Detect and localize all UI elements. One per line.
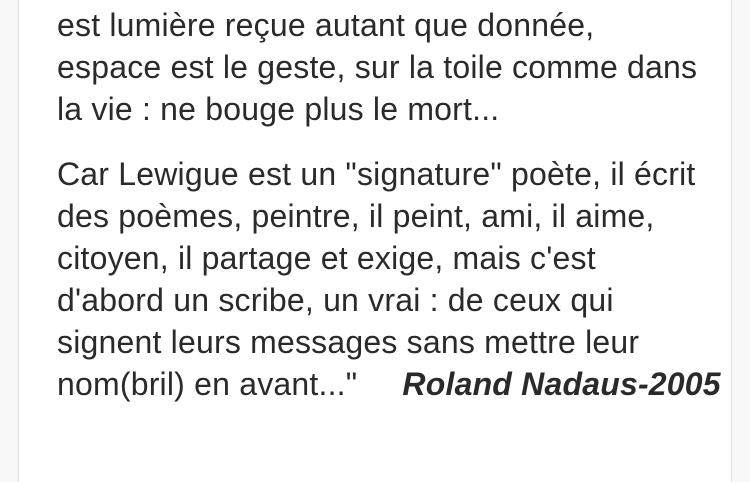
text-line: Car Lewigue est un "signature" poète, il écrit	[57, 156, 696, 192]
text-line: est lumière reçue autant que donnée,	[57, 7, 595, 43]
right-page-gutter	[731, 0, 750, 482]
left-page-gutter	[0, 0, 19, 482]
text-line: d'abord un scribe, un vrai : de ceux qui	[57, 282, 614, 318]
text-line: espace est le geste, sur la toile comme dans	[57, 49, 698, 85]
paragraph-1	[57, 4, 731, 130]
article-text-column	[19, 0, 731, 482]
text-line: la vie : ne bouge plus le mort...	[57, 91, 500, 127]
text-line: des poèmes, peintre, il peint, ami, il aime,	[57, 198, 655, 234]
text-line: nom(bril) en avant..."	[57, 366, 358, 402]
paragraph-2	[57, 153, 731, 405]
attribution-author: Roland Nadaus-2005	[402, 366, 721, 402]
text-line: signent leurs messages sans mettre leur	[57, 324, 640, 360]
text-line: citoyen, il partage et exige, mais c'est	[57, 240, 596, 276]
text-line-with-attribution	[57, 363, 731, 405]
